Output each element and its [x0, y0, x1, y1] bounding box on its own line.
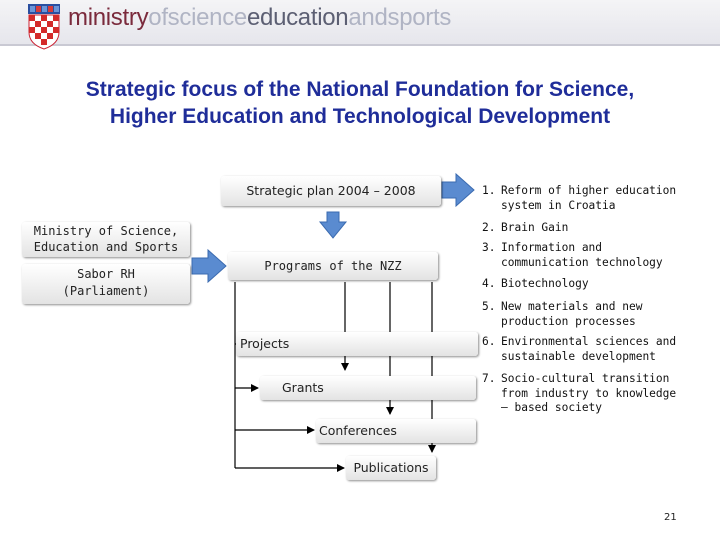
- list-item-number: 4.: [482, 277, 496, 290]
- list-item-line: Brain Gain: [501, 221, 569, 234]
- list-item-line: Reform of higher education: [501, 184, 677, 197]
- conferences-label: Conferences: [319, 423, 397, 438]
- sabor-label-line-1: Sabor RH: [77, 267, 135, 281]
- list-item-text: [501, 335, 676, 364]
- ministry-label-line-1: Ministry of Science,: [33, 224, 179, 238]
- ministry-label-line-2: Education and Sports: [33, 240, 179, 254]
- ministry-box: [22, 222, 190, 257]
- list-item-text: [501, 241, 663, 270]
- strategic-plan-label: Strategic plan 2004 – 2008: [246, 183, 416, 198]
- list-item-line: from industry to knowledge: [501, 386, 677, 400]
- list-item-line: sustainable development: [501, 349, 656, 363]
- list-item-line: communication technology: [501, 255, 663, 269]
- list-item-line: system in Croatia: [501, 198, 616, 212]
- programs-label: Programs of the NZZ: [264, 259, 402, 273]
- list-item-number: 6.: [482, 335, 496, 348]
- list-item-text: [501, 184, 676, 213]
- list-item-number: 3.: [482, 241, 496, 254]
- list-item-line: – based society: [501, 401, 603, 414]
- programs-box: [228, 252, 438, 280]
- strategic-plan-box: [221, 176, 441, 206]
- list-item-line: Environmental sciences and: [501, 335, 677, 348]
- list-item-number: 5.: [482, 300, 496, 313]
- title-line-1: Strategic focus of the National Foundation for Science,: [85, 78, 635, 101]
- list-item-line: Information and: [501, 241, 603, 254]
- title-line-2: Higher Education and Technological Development: [109, 105, 611, 128]
- list-item-number: 1.: [482, 184, 496, 197]
- list-item-line: Biotechnology: [501, 277, 589, 290]
- grants-box: [260, 376, 476, 400]
- block-arrow-to-list: [442, 174, 474, 206]
- list-item-line: production processes: [501, 314, 636, 328]
- brand-part-andsports: andsports: [348, 4, 452, 31]
- list-item-line: Socio-cultural transition: [501, 372, 670, 385]
- list-item-text: [501, 372, 676, 416]
- page-number: 21: [664, 512, 677, 523]
- block-arrow-to-programs: [192, 250, 226, 282]
- brand-part-ministry: ministry: [68, 4, 149, 31]
- grants-label: Grants: [282, 380, 324, 395]
- conferences-box: [316, 419, 476, 443]
- projects-label: Projects: [240, 336, 290, 351]
- brand-part-education: education: [246, 4, 349, 31]
- list-item-number: 7.: [482, 372, 496, 385]
- list-item-text: [501, 300, 642, 329]
- publications-box: [346, 456, 436, 480]
- sabor-box: [22, 264, 190, 304]
- list-item-text: [501, 277, 589, 292]
- publications-label: Publications: [353, 460, 429, 475]
- list-item-number: 2.: [482, 221, 496, 234]
- brand-part-ofscience: ofscience: [148, 4, 247, 31]
- projects-box: [236, 332, 478, 356]
- list-item-text: [501, 221, 568, 236]
- sabor-label-line-2: (Parliament): [62, 284, 150, 298]
- list-item-line: New materials and new: [501, 300, 643, 313]
- block-arrow-down: [320, 212, 346, 238]
